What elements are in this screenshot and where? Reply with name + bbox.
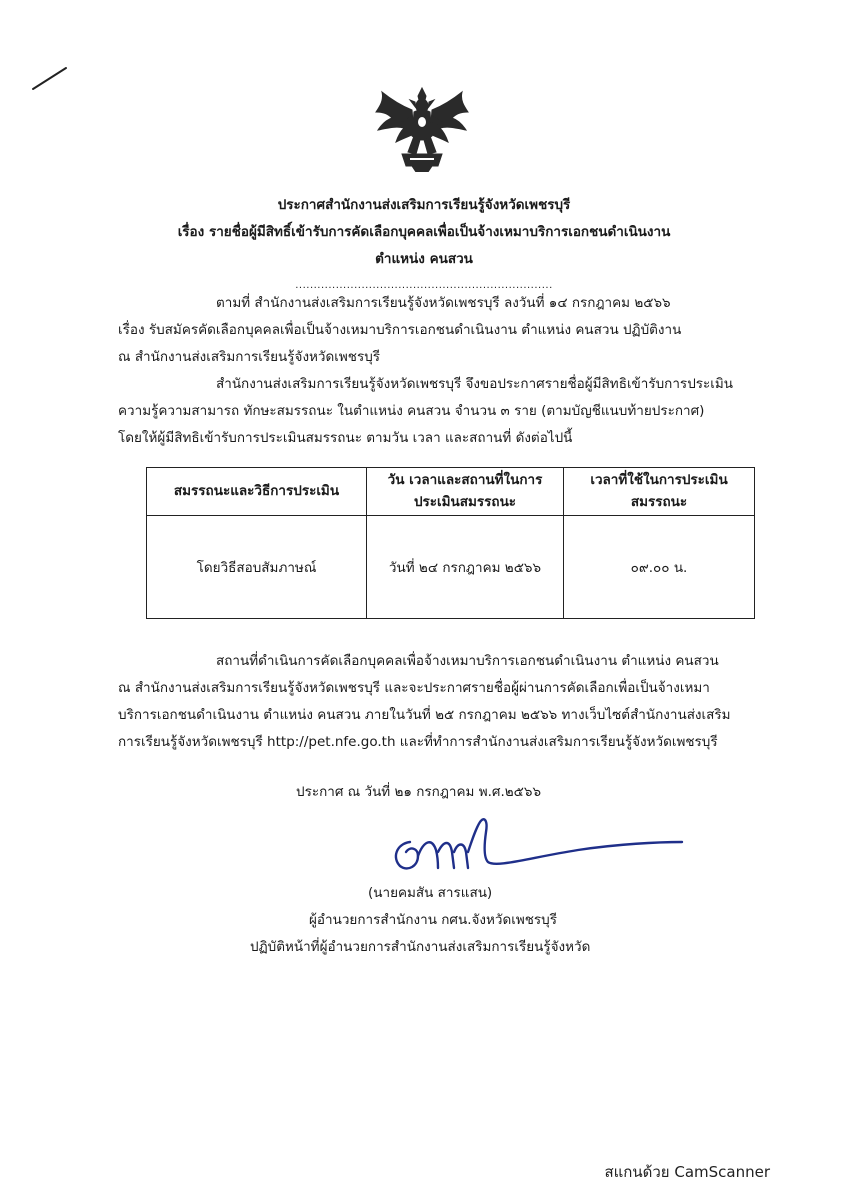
paragraph-location [118,648,764,756]
paragraph-line: ความรู้ความสามารถ ทักษะสมรรถนะ ในตำแหน่ง คนสวน จำนวน ๓ ราย (ตามบัญชีแนบท้ายประกาศ) [118,403,705,419]
table-row [147,515,755,618]
garuda-emblem-icon [372,86,472,172]
paragraph-line: บริการเอกชนดำเนินงาน ตำแหน่ง คนสวน ภายในวันที่ ๒๕ กรกฎาคม ๒๕๖๖ ทางเว็บไซต์สำนักงานส่งเสริม [118,707,731,723]
handwritten-signature [388,812,688,878]
paragraph-announcement [118,371,764,452]
assessment-table [146,467,755,619]
signer-name: (นายคมสัน สารแสน) [368,885,493,901]
announce-date: ประกาศ ณ วันที่ ๒๑ กรกฎาคม พ.ศ.๒๕๖๖ [296,784,542,800]
header-subject: เรื่อง รายชื่อผู้มีสิทธิ์เข้ารับการคัดเลือกบุคคลเพื่อเป็นจ้างเหมาบริการเอกชนดำเนินงาน [177,224,671,240]
table-header-cell: เวลาที่ใช้ในการประเมิน สมรรถนะ [564,468,755,516]
paragraph-line: โดยให้ผู้มีสิทธิเข้ารับการประเมินสมรรถนะ ตามวัน เวลา และสถานที่ ดังต่อไปนี้ [118,430,573,446]
paragraph-line: ตามที่ สำนักงานส่งเสริมการเรียนรู้จังหวัดเพชรบุรี ลงวันที่ ๑๔ กรกฎาคม ๒๕๖๖ [216,295,671,311]
header-title: ประกาศสำนักงานส่งเสริมการเรียนรู้จังหวัดเพชรบุรี [277,197,571,213]
table-header-cell: วัน เวลาและสถานที่ในการ ประเมินสมรรถนะ [367,468,564,516]
separator-line: ...................................................................... [295,280,553,291]
paragraph-line: ณ สำนักงานส่งเสริมการเรียนรู้จังหวัดเพชรบุรี และจะประกาศรายชื่อผู้ผ่านการคัดเลือกเพื่อเป็นจ้างเหมา [118,680,710,696]
pen-mark [30,64,70,92]
paragraph-line: สำนักงานส่งเสริมการเรียนรู้จังหวัดเพชรบุรี จึงขอประกาศรายชื่อผู้มีสิทธิเข้ารับการประเมิน [216,376,734,392]
table-header-row [147,468,755,516]
paragraph-line: เรื่อง รับสมัครคัดเลือกบุคคลเพื่อเป็นจ้างเหมาบริการเอกชนดำเนินงาน ตำแหน่ง คนสวน ปฏิบัติงาน [118,322,682,338]
signer-block [250,880,650,961]
paragraph-line: ณ สำนักงานส่งเสริมการเรียนรู้จังหวัดเพชรบุรี [118,349,381,365]
paragraph-line: สถานที่ดำเนินการคัดเลือกบุคคลเพื่อจ้างเหมาบริการเอกชนดำเนินงาน ตำแหน่ง คนสวน [216,653,719,669]
paragraph-line: การเรียนรู้จังหวัดเพชรบุรี http://pet.nfe.go.th และที่ทำการสำนักงานส่งเสริมการเรียนรู้จังหวัดเพชรบุรี [118,734,718,750]
table-cell-method: โดยวิธีสอบสัมภาษณ์ [147,515,367,618]
paragraph-reference [118,290,764,371]
signer-title: ผู้อำนวยการสำนักงาน กศน.จังหวัดเพชรบุรี [309,912,557,928]
camscanner-watermark: สแกนด้วย CamScanner [604,1163,770,1181]
signer-acting-title: ปฏิบัติหน้าที่ผู้อำนวยการสำนักงานส่งเสริมการเรียนรู้จังหวัด [250,939,591,955]
table-header-cell: สมรรถนะและวิธีการประเมิน [147,468,367,516]
table-cell-time: ๐๙.๐๐ น. [564,515,755,618]
document-header [0,192,848,273]
table-cell-date: วันที่ ๒๔ กรกฎาคม ๒๕๖๖ [367,515,564,618]
header-position: ตำแหน่ง คนสวน [375,251,473,267]
